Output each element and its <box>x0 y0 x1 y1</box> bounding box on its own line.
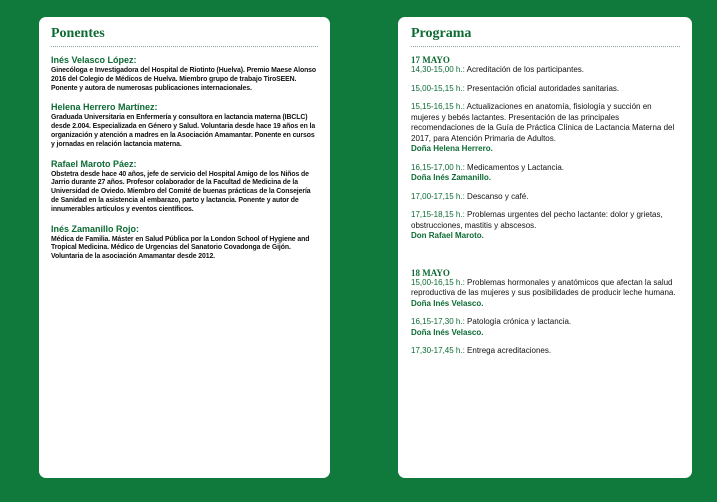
item-text: Problemas urgentes del pecho lactante: dolor y grietas, obstrucciones, mastitis y abscesos. <box>411 210 663 230</box>
schedule-item <box>411 278 680 310</box>
schedule-item <box>411 192 680 203</box>
day-section <box>411 55 680 242</box>
day-spacer <box>411 250 680 268</box>
item-time: 15,00-15,15 h.: <box>411 83 465 93</box>
item-text: Actualizaciones en anatomía, fisiología y succión en mujeres y bebés lactantes. Presentación de las principales recomendaciones de la Guía de Práctica Clínica de Lactancia Materna del 2017, para Atención Primaria de Adultos. <box>411 102 675 143</box>
speaker-name: Inés Zamanillo Rojo: <box>51 223 140 234</box>
day-date: 18 MAYO <box>411 267 450 278</box>
item-text: Medicamentos y Lactancia. <box>464 162 564 172</box>
speaker-name: Inés Velasco López: <box>51 55 137 65</box>
item-text: Acreditación de los participantes. <box>464 65 585 74</box>
speaker-bio: Graduada Universitaria en Enfermería y consultora en lactancia materna (IBCLC) desde 2.004. Especializada en Género y Salud. Voluntaria desde hace 19 años en la organización y atención a madres en la Asociación Amamantar. Ponente en cursos y jornadas en relación lactancia materna. <box>51 114 316 148</box>
speaker-entry <box>51 102 318 149</box>
speaker-entry <box>51 159 318 215</box>
item-time: 14,30-15,00 h.: <box>411 65 465 74</box>
speaker-bio: Médica de Familia. Máster en Salud Pública por la London School of Hygiene and Tropical Medicina. Médico de Urgencias del Sanatorio Covadonga de Gijón. Voluntaria de la asociación Amamantar desde 2012. <box>51 235 310 261</box>
day-section <box>411 268 680 357</box>
schedule-item <box>411 163 680 184</box>
item-time: 16,15-17,00 h.: <box>411 162 465 172</box>
item-speaker: Doña Helena Herrero. <box>411 144 493 153</box>
item-text: Patología crónica y lactancia. <box>464 317 572 326</box>
programa-title: Programa <box>411 25 680 47</box>
schedule-item <box>411 210 680 242</box>
ponentes-title: Ponentes <box>51 25 318 47</box>
item-speaker: Don Rafael Maroto. <box>411 231 484 240</box>
item-text: Entrega acreditaciones. <box>464 346 552 355</box>
speaker-bio: Ginecóloga e Investigadora del Hospital de Riotinto (Huelva). Premio Maese Alonso 2016 del Colegio de Médicos de Huelva. Miembro grupo de trabajo TiroSEEN. Ponente y autora de numerosas publicaciones internacionales. <box>51 67 317 92</box>
item-text: Problemas hormonales y anatómicos que afectan la salud reproductiva de las mujeres y sus posibilidades de producir leche humana. <box>411 277 676 297</box>
item-speaker: Doña Inés Zamanillo. <box>411 173 492 182</box>
speaker-entry <box>51 224 318 262</box>
item-time: 17,00-17,15 h.: <box>411 191 465 201</box>
schedule-item <box>411 102 680 155</box>
item-time: 15,00-16,15 h.: <box>411 277 465 287</box>
programa-card <box>398 17 692 478</box>
speaker-name: Helena Herrero Martínez: <box>51 102 158 113</box>
item-time: 16,15-17,30 h.: <box>411 317 465 326</box>
item-time: 17,15-18,15 h.: <box>411 210 465 219</box>
day-date: 17 MAYO <box>411 55 450 65</box>
ponentes-card <box>39 17 330 478</box>
speaker-entry <box>51 55 318 93</box>
schedule-item <box>411 84 680 95</box>
speaker-bio: Obstetra desde hace 40 años, jefe de servicio del Hospital Amigo de los Niños de Jarrio durante 27 años. Profesor colaborador de la Facultad de Medicina de la Universidad de Oviedo. Miembro del Comité de buenas prácticas de la Consejería de Sanidad en la asistencia al embarazo, parto y lactancia. Ponente y autor de innumerables artículos y eventos científicos. <box>51 170 311 213</box>
item-speaker: Doña Inés Velasco. <box>411 327 484 337</box>
item-speaker: Doña Inés Velasco. <box>411 298 484 308</box>
item-text: Descanso y café. <box>464 191 529 201</box>
item-time: 17,30-17,45 h.: <box>411 346 465 355</box>
schedule-item <box>411 346 680 357</box>
item-time: 15,15-16,15 h.: <box>411 102 465 111</box>
speaker-name: Rafael Maroto Páez: <box>51 158 137 169</box>
schedule-item <box>411 65 680 76</box>
item-text: Presentación oficial autoridades sanitarias. <box>464 83 620 93</box>
schedule-item <box>411 317 680 338</box>
